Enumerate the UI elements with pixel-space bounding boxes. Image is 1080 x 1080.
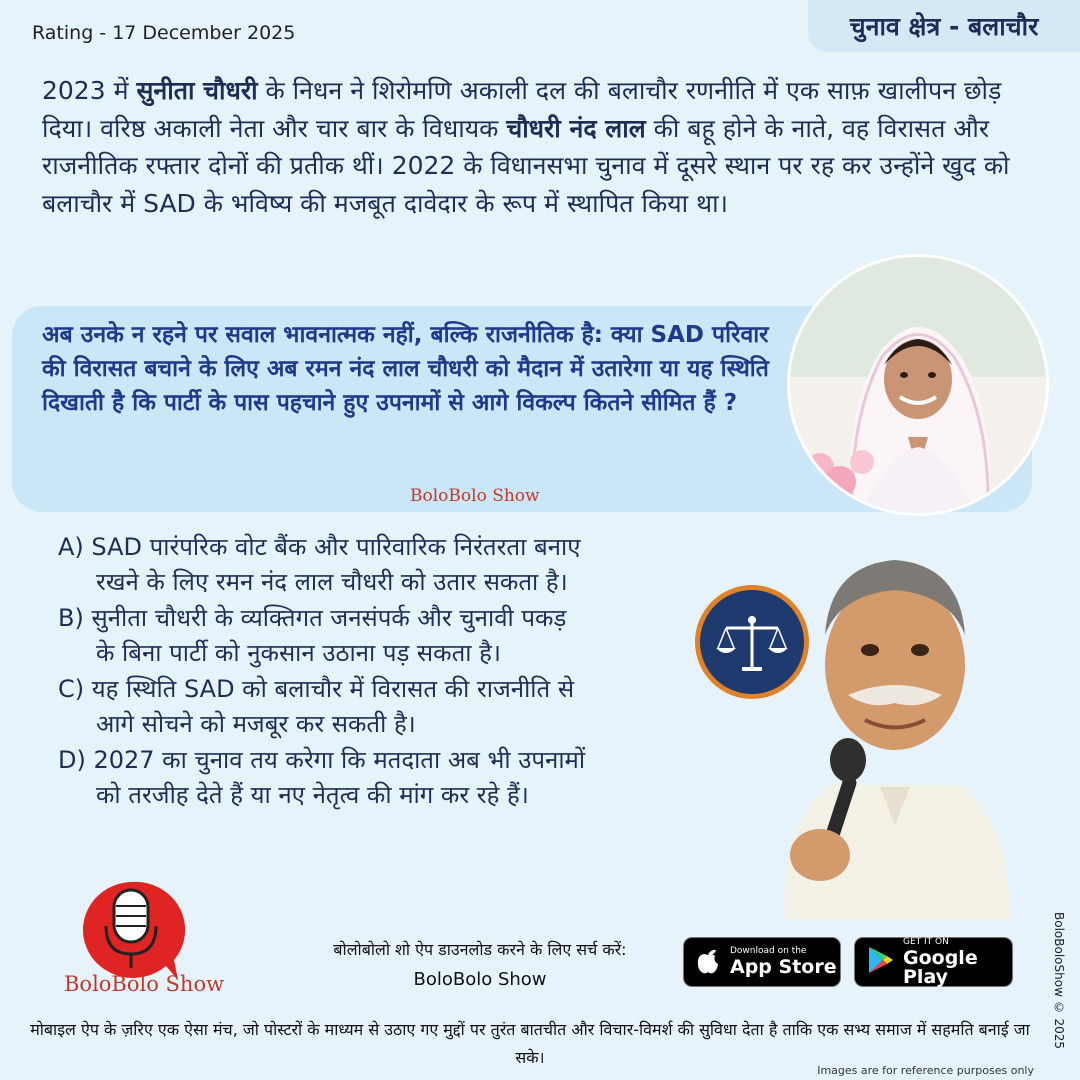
man-with-microphone-image (770, 525, 1020, 920)
intro-text-1: 2023 में (42, 76, 137, 105)
intro-text-2: के निधन ने शिरोमणि अकाली दल की बलाचौर रणनीति में एक साफ़ खालीपन छोड़ दिया। वरिष्ठ अकाली नेता और चार बार के विधायक (42, 76, 1002, 143)
appstore-name: App Store (730, 956, 837, 978)
download-line-2: BoloBolo Show (413, 969, 547, 990)
option-a-line2: रखने के लिए रमन नंद लाल चौधरी को उतार सकता है। (96, 568, 568, 596)
option-b-line2: के बिना पार्टी को नुकसान उठाना पड़ सकता है। (96, 639, 501, 667)
option-a-line1: A) SAD पारंपरिक वोट बैंक और पारिवारिक निरंतरता बनाए (58, 533, 581, 561)
option-c-line2: आगे सोचने को मजबूर कर सकती है। (96, 710, 416, 738)
question-brand: BoloBolo Show (410, 486, 540, 506)
option-d-line1: D) 2027 का चुनाव तय करेगा कि मतदाता अब भी उपनामों (58, 746, 586, 774)
playstore-small-label: GET IT ON (903, 936, 949, 947)
app-store-button[interactable] (684, 938, 840, 986)
google-play-icon (867, 945, 895, 979)
region-tab (808, 0, 1080, 52)
woman-portrait-image (790, 257, 1046, 513)
copyright-text: BoloBoloShow © 2025 (1052, 912, 1066, 1050)
question-text: अब उनके न रहने पर सवाल भावनात्मक नहीं, बल्कि राजनीतिक है: क्या SAD परिवार की विरासत बचाने के लिए अब रमन नंद लाल चौधरी को मैदान में उतारेगा या यह स्थिति दिखाती है कि पार्टी के पास पहचाने हुए उपनामों से आगे विकल्प कितने सीमित हैं ? (42, 322, 769, 416)
option-b[interactable] (58, 601, 758, 671)
options-list (58, 530, 758, 814)
rating-date: Rating - 17 December 2025 (32, 22, 296, 44)
option-a[interactable] (58, 530, 758, 600)
appstore-small-label: Download on the (730, 946, 807, 956)
option-b-line1: B) सुनीता चौधरी के व्यक्तिगत जनसंपर्क और चुनावी पकड़ (58, 604, 567, 632)
option-c[interactable] (58, 672, 758, 742)
download-line-1: बोलोबोलो शो ऐप डाउनलोड करने के लिए सर्च करें: (333, 940, 627, 959)
intro-text-3: की बहू होने के नाते, वह विरासत और राजनीतिक रफ्तार दोनों की प्रतीक थीं। 2022 के विधानसभा चुनाव में दूसरे स्थान पर रह कर उन्होंने खुद को बलाचौर में SAD के भविष्य की मजबूत दावेदार के रूप में स्थापित किया था। (42, 113, 1010, 218)
region-label: चुनाव क्षेत्र - बलाचौर (849, 12, 1039, 41)
intro-paragraph (42, 72, 1042, 222)
logo-text: BoloBolo Show (64, 972, 225, 996)
download-instructions (290, 935, 670, 995)
disclaimer-text: Images are for reference purposes only (817, 1064, 1034, 1077)
option-c-line1: C) यह स्थिति SAD को बलाचौर में विरासत की राजनीति से (58, 675, 575, 703)
option-d-line2: को तरजीह देते हैं या नए नेतृत्व की मांग कर रहे हैं। (96, 781, 529, 809)
intro-name-sunita: सुनीता चौधरी (136, 76, 258, 105)
footer-description: मोबाइल ऐप के ज़रिए एक ऐसा मंच, जो पोस्टरों के माध्यम से उठाए गए मुद्दों पर तुरंत बातचीत और विचार-विमर्श की सुविधा देता है ताकि एक सभ्य समाज में सहमति बनाई जा सके। (30, 1020, 1030, 1067)
playstore-name: Google Play (903, 946, 978, 988)
apple-icon (696, 946, 722, 978)
google-play-button[interactable] (855, 938, 1012, 986)
option-d[interactable] (58, 743, 758, 813)
intro-name-nandlal: चौधरी नंद लाल (506, 113, 646, 143)
